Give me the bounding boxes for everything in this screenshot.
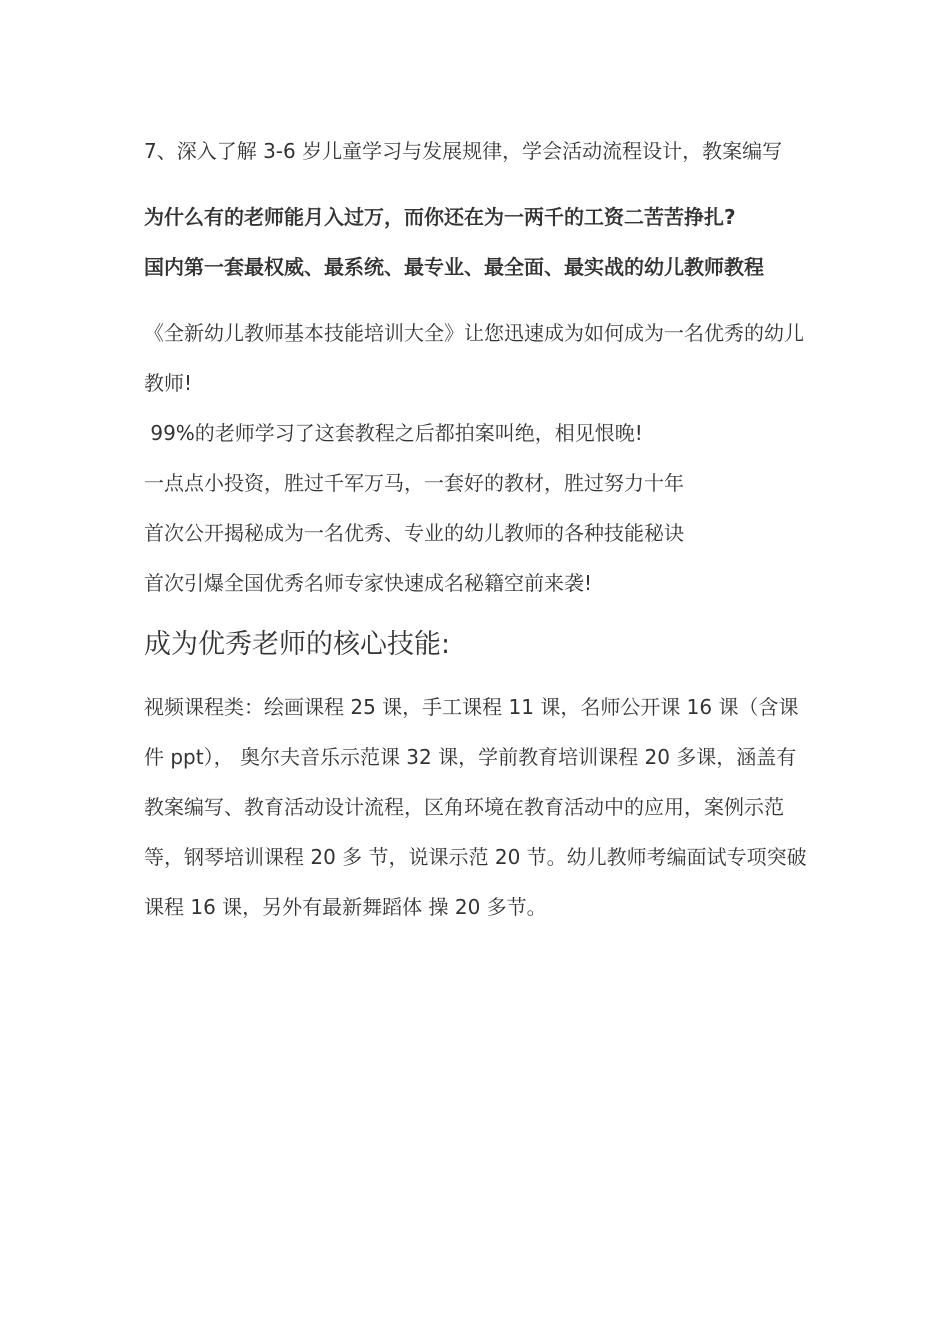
video-courses-paragraph: 视频课程类：绘画课程 25 课，手工课程 11 课，名师公开课 16 课（含课件 ppt）， 奥尔夫音乐示范课 32 课，学前教育培训课程 20 多课，涵盖有教案编写、教育活动设计流程，区角环境在教育活动中的应用，案例示范等，钢琴培训课程 20 多 节，说课示范 20 节。幼儿教师考编面试专项突破课程 16 课，另外有最新舞蹈体 操 20 多节。 [144, 695, 807, 919]
spacer [144, 176, 809, 192]
bold-claim-line: 国内第一套最权威、最系统、最专业、最全面、最实战的幼儿教师教程 [144, 255, 764, 279]
testimonial-line: 99%的老师学习了这套教程之后都拍案叫绝，相见恨晚! [144, 421, 643, 445]
bold-question-line: 为什么有的老师能月入过万，而你还在为一两千的工资二苦苦挣扎? [144, 205, 736, 229]
section-heading: 成为优秀老师的核心技能: [144, 629, 451, 660]
reveal-line: 首次公开揭秘成为一名优秀、专业的幼儿教师的各种技能秘诀 [144, 521, 684, 545]
investment-line: 一点点小投资，胜过千军万马，一套好的教材，胜过努力十年 [144, 471, 684, 495]
intro-text: 《全新幼儿教师基本技能培训大全》让您迅速成为如何成为一名优秀的幼儿教师! [144, 321, 804, 395]
item-7-text: 7、深入了解 3-6 岁儿童学习与发展规律，学会活动流程设计，教案编写 [144, 139, 783, 163]
document-body [144, 126, 809, 932]
explode-line: 首次引爆全国优秀名师专家快速成名秘籍空前来袭! [144, 571, 593, 595]
spacer [144, 608, 809, 620]
spacer [144, 670, 809, 682]
spacer [144, 292, 809, 308]
